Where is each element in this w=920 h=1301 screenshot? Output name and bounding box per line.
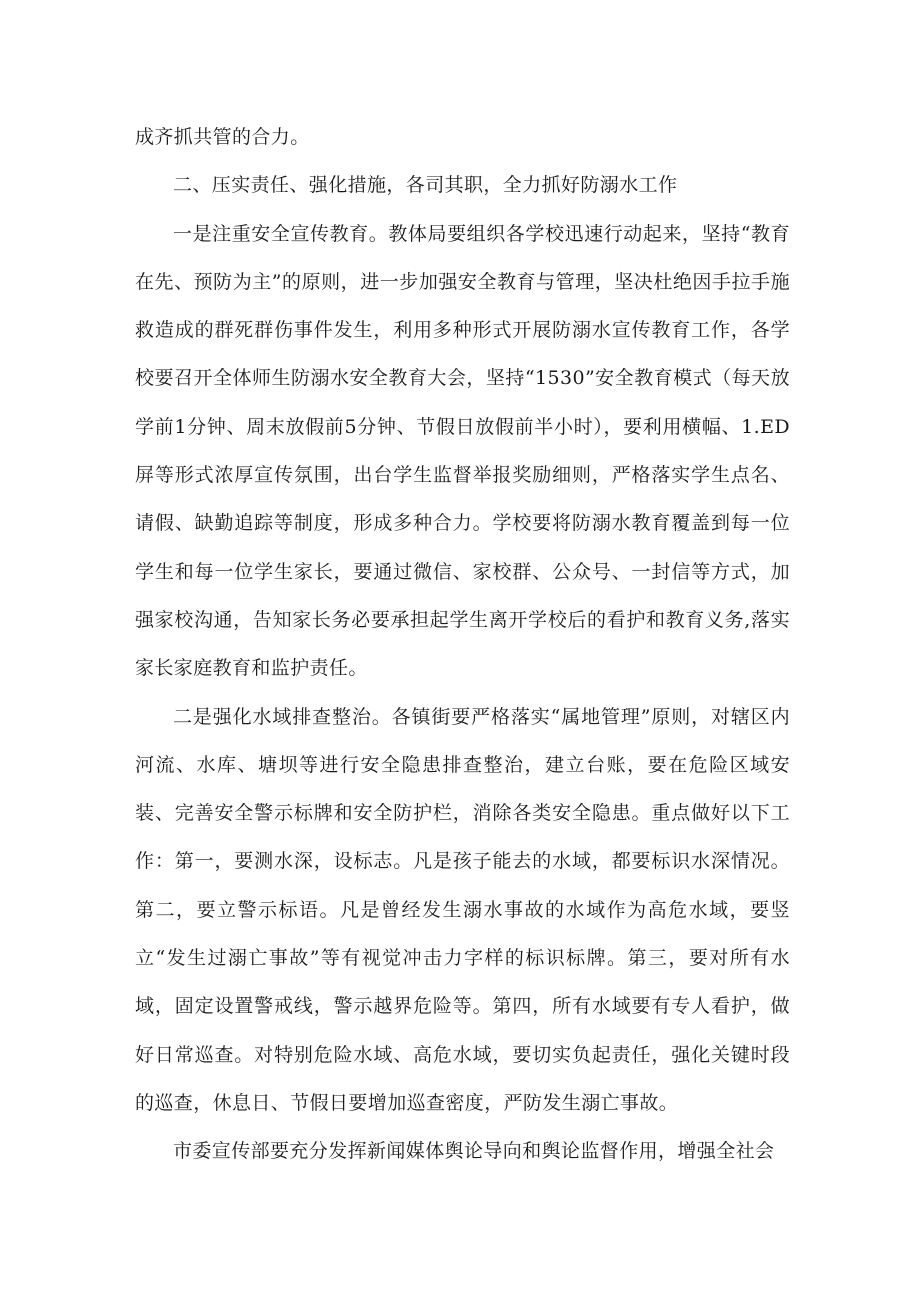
paragraph-publicity-department: 市委宣传部要充分发挥新闻媒体舆论导向和舆论监督作用，增强全社会 [173,1140,775,1163]
paragraph-1: 成齐抓共管的合力。 [135,126,310,148]
paragraph-water-inspection: 二是强化水域排查整治。各镇街要严格落实“属地管理”原则，对辖区内河流、水库、塘坝等进行安全隐患排查整治，建立台账，要在危险区域安装、完善安全警示标牌和安全防护栏，消除各类安全隐患。重点做好以下工作：第一，要测水深，设标志。凡是孩子能去的水域，都要标识水深情况。第二，要立警示标语。凡是曾经发生溺水事故的水域作为高危水域，要竖立“发生过溺亡事故”等有视觉冲击力字样的标识标牌。第三，要对所有水域，固定设置警戒线，警示越界危险等。第四，所有水域要有专人看护，做好日常巡查。对特别危险水域、高危水域，要切实负起责任，强化关键时段的巡查，休息日、节假日要增加巡查密度，严防发生溺亡事故。 [135,705,790,1114]
section-heading: 二、压实责任、强化措施，各司其职，全力抓好防溺水工作 [173,174,678,197]
document-body [135,113,790,1176]
paragraph-safety-education: 一是注重安全宣传教育。教体局要组织各学校迅速行动起来，坚持“教育在先、预防为主”的原则，进一步加强安全教育与管理，坚决杜绝因手拉手施救造成的群死群伤事件发生，利用多种形式开展防溺水宣传教育工作，各学校要召开全体师生防溺水安全教育大会，坚持“1530”安全教育模式（每天放学前1分钟、周末放假前5分钟、节假日放假前半小时），要利用横幅、1.ED屏等形式浓厚宣传氛围，出台学生监督举报奖励细则，严格落实学生点名、请假、缺勤追踪等制度，形成多种合力。学校要将防溺水教育覆盖到每一位学生和每一位学生家长，要通过微信、家校群、公众号、一封信等方式，加强家校沟通，告知家长务必要承担起学生离开学校后的看护和教育义务,落实家长家庭教育和监护责任。 [135,222,790,680]
